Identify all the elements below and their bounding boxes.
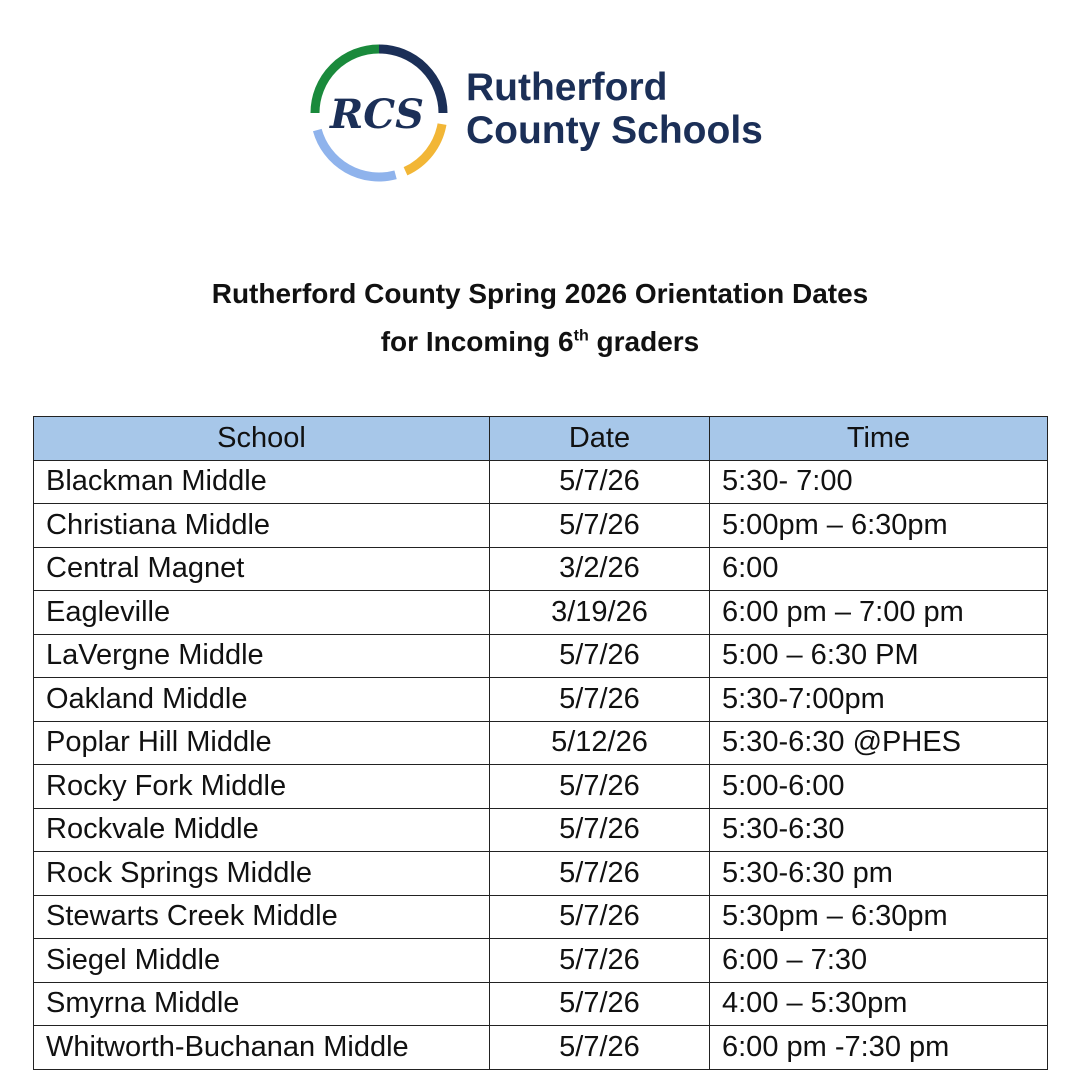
date-cell: 5/7/26 [490, 634, 710, 678]
time-cell: 5:30- 7:00 [710, 460, 1048, 504]
date-cell: 5/7/26 [490, 504, 710, 548]
date-cell: 3/19/26 [490, 591, 710, 635]
page-title [0, 270, 1080, 366]
title-line1: Rutherford County Spring 2026 Orientation Dates [211, 278, 869, 309]
table-row [34, 1026, 1048, 1070]
time-cell: 5:30-6:30 pm [710, 852, 1048, 896]
table-body [34, 460, 1048, 1069]
time-cell: 6:00 – 7:30 [710, 939, 1048, 983]
table-row [34, 504, 1048, 548]
school-cell: Poplar Hill Middle [34, 721, 490, 765]
time-cell: 5:30-7:00pm [710, 678, 1048, 722]
date-cell: 5/7/26 [490, 852, 710, 896]
date-cell: 5/7/26 [490, 808, 710, 852]
time-cell: 5:00pm – 6:30pm [710, 504, 1048, 548]
table-row [34, 547, 1048, 591]
table-row [34, 678, 1048, 722]
date-cell: 5/7/26 [490, 895, 710, 939]
date-cell: 5/7/26 [490, 678, 710, 722]
table-row [34, 808, 1048, 852]
school-cell: Rocky Fork Middle [34, 765, 490, 809]
logo-monogram: RCS [330, 91, 424, 138]
date-cell: 5/7/26 [490, 939, 710, 983]
school-cell: Blackman Middle [34, 460, 490, 504]
logo-name-line1: Rutherford [466, 66, 668, 109]
table-row [34, 982, 1048, 1026]
school-cell: Eagleville [34, 591, 490, 635]
table-row [34, 939, 1048, 983]
table-header-row [34, 417, 1048, 461]
time-cell: 5:30-6:30 [710, 808, 1048, 852]
school-cell: Stewarts Creek Middle [34, 895, 490, 939]
table-row [34, 591, 1048, 635]
time-cell: 6:00 pm -7:30 pm [710, 1026, 1048, 1070]
school-cell: Siegel Middle [34, 939, 490, 983]
column-header-date: Date [490, 417, 710, 461]
date-cell: 5/7/26 [490, 765, 710, 809]
school-cell: LaVergne Middle [34, 634, 490, 678]
date-cell: 5/7/26 [490, 460, 710, 504]
table-row [34, 721, 1048, 765]
rcs-logo [306, 40, 776, 186]
time-cell: 5:30pm – 6:30pm [710, 895, 1048, 939]
time-cell: 6:00 pm – 7:00 pm [710, 591, 1048, 635]
title-line2-prefix: for Incoming 6 [380, 326, 574, 357]
school-cell: Oakland Middle [34, 678, 490, 722]
school-cell: Smyrna Middle [34, 982, 490, 1026]
school-cell: Whitworth-Buchanan Middle [34, 1026, 490, 1070]
date-cell: 5/7/26 [490, 1026, 710, 1070]
table-row [34, 895, 1048, 939]
time-cell: 5:00 – 6:30 PM [710, 634, 1048, 678]
title-line2-suffix: graders [588, 326, 700, 357]
time-cell: 4:00 – 5:30pm [710, 982, 1048, 1026]
column-header-time: Time [710, 417, 1048, 461]
table-row [34, 460, 1048, 504]
school-cell: Rock Springs Middle [34, 852, 490, 896]
rcs-logo-mark [306, 40, 452, 186]
time-cell: 6:00 [710, 547, 1048, 591]
title-line2-superscript: th [573, 327, 589, 345]
date-cell: 3/2/26 [490, 547, 710, 591]
table-row [34, 852, 1048, 896]
date-cell: 5/7/26 [490, 982, 710, 1026]
table-row [34, 765, 1048, 809]
title-line2 [0, 318, 1080, 366]
column-header-school: School [34, 417, 490, 461]
time-cell: 5:30-6:30 @PHES [710, 721, 1048, 765]
school-cell: Christiana Middle [34, 504, 490, 548]
orientation-table [33, 416, 1048, 1070]
logo-wordmark [466, 66, 763, 152]
date-cell: 5/12/26 [490, 721, 710, 765]
logo-name-line2: County Schools [466, 109, 763, 152]
school-cell: Central Magnet [34, 547, 490, 591]
school-cell: Rockvale Middle [34, 808, 490, 852]
table-row [34, 634, 1048, 678]
time-cell: 5:00-6:00 [710, 765, 1048, 809]
